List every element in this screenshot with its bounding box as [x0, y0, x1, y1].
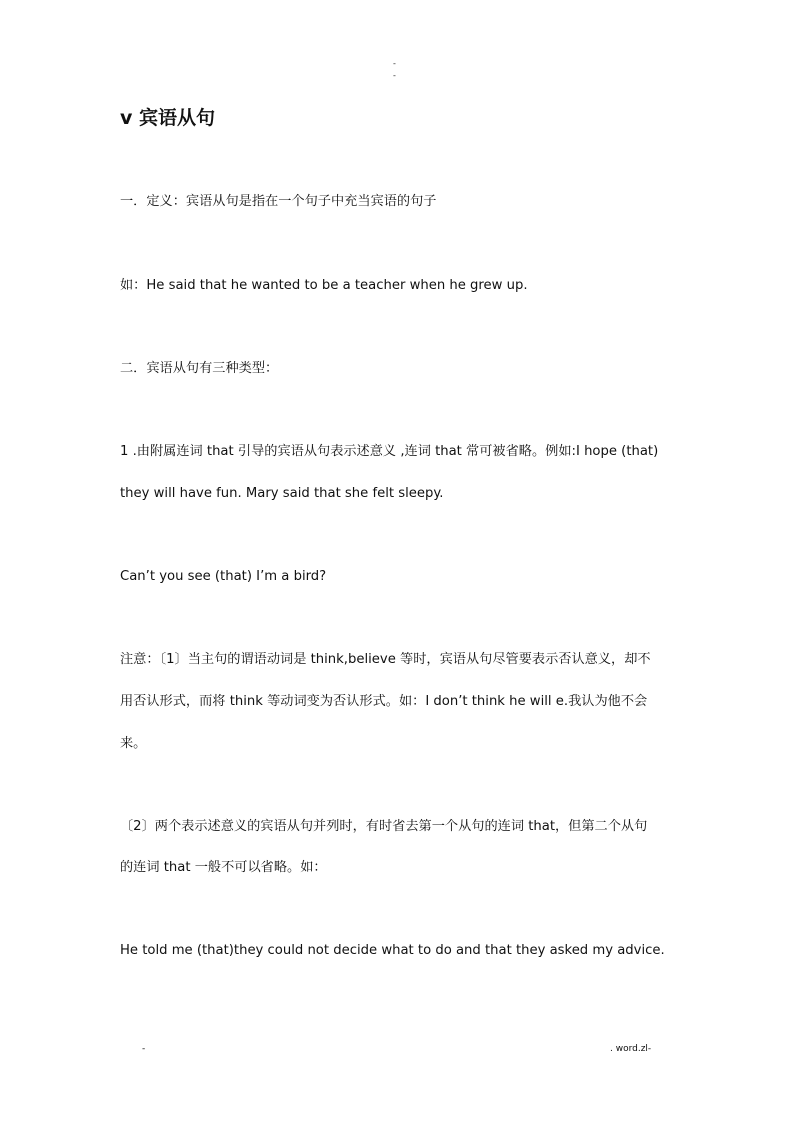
note-one-line-1: 注意：〔1〕当主句的谓语动词是 think,believe 等时，宾语从句尽管要表示否认意义，却不 [120, 652, 651, 667]
document-title: v 宾语从句 [120, 107, 216, 129]
note-one-line-2: 用否认形式，而将 think 等动词变为否认形式。如：I don’t think he will e.我认为他不会 [120, 694, 648, 709]
header-mark-top: - [393, 59, 396, 68]
type-one-line-1: 1 .由附属连词 that 引导的宾语从句表示述意义 ,连词 that 常可被省略。例如:I hope (that) [120, 444, 659, 459]
note-two-line-2: 的连词 that 一般不可以省略。如： [120, 860, 327, 875]
note-two-example: He told me (that)they could not decide what to do and that they asked my advice. [120, 943, 665, 958]
footer-left-mark: - [142, 1044, 146, 1054]
type-one-example: Can’t you see (that) I’m a bird? [120, 569, 327, 584]
note-one-line-3: 来。 [120, 736, 147, 751]
note-two-line-1: 〔2〕两个表示述意义的宾语从句并列时，有时省去第一个从句的连词 that，但第二个从句 [120, 819, 648, 834]
example-line: 如：He said that he wanted to be a teacher when he grew up. [120, 278, 528, 293]
footer-source-text: . word.zl- [610, 1044, 652, 1054]
section-two-heading: 二．宾语从句有三种类型： [120, 361, 279, 376]
type-one-line-2: they will have fun. Mary said that she felt sleepy. [120, 486, 444, 501]
definition-line: 一．定义：宾语从句是指在一个句子中充当宾语的句子 [120, 194, 437, 209]
header-mark-bottom: - [393, 71, 396, 80]
